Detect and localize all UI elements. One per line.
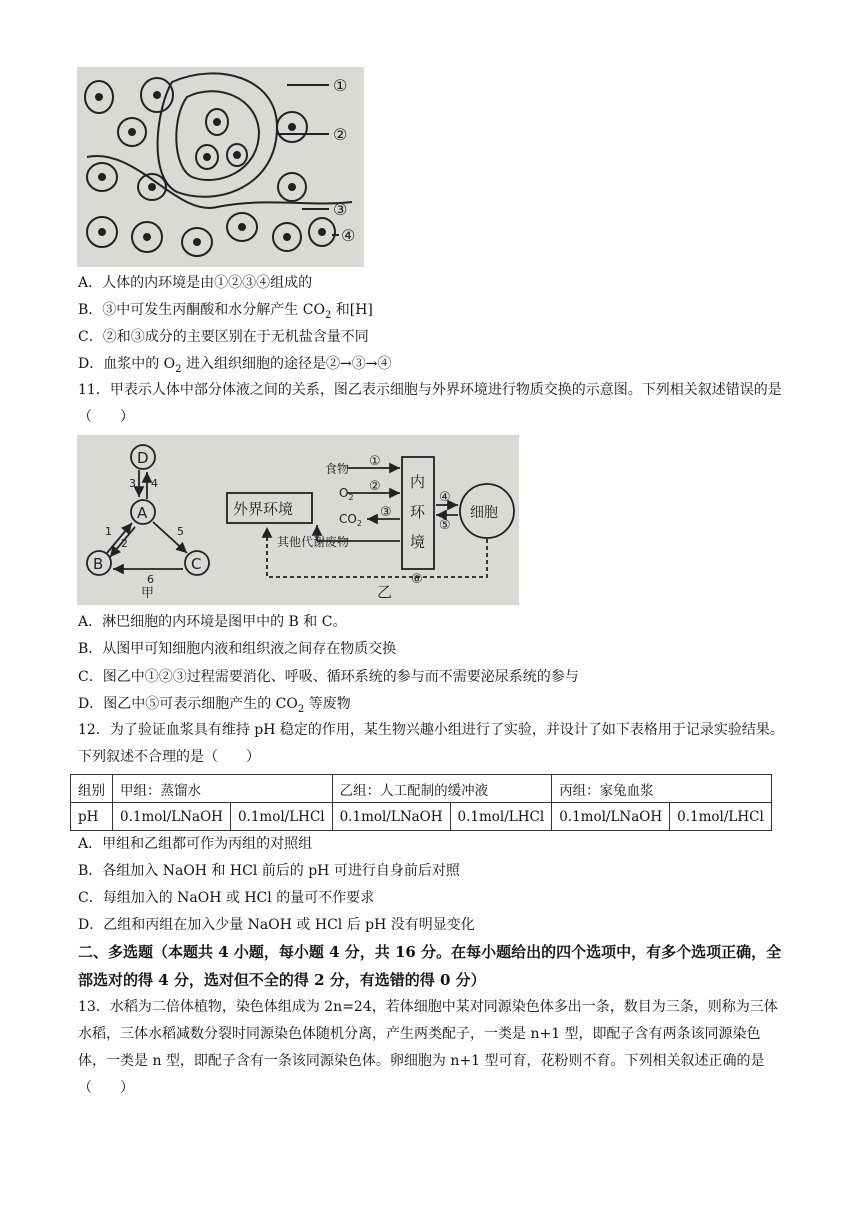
label-jia: 甲 bbox=[141, 586, 155, 601]
circ-4: ④ bbox=[439, 490, 451, 505]
table-cell: 0.1mol/LNaOH bbox=[332, 803, 450, 831]
body-fluid-diagram-figure bbox=[77, 435, 519, 605]
waste-label: 其他代谢废物 bbox=[277, 535, 350, 549]
q11-option-d: D．图乙中⑤可表示细胞产生的 $CO_2$ 等废物 bbox=[78, 696, 351, 715]
table-cell: pH bbox=[71, 803, 113, 831]
circ-1: ① bbox=[369, 454, 381, 469]
arrow-num-4: 4 bbox=[151, 477, 158, 490]
label-3: ③ bbox=[333, 200, 348, 219]
label-1: ① bbox=[333, 76, 348, 95]
circ-5: ⑤ bbox=[439, 518, 451, 533]
label-4: ④ bbox=[341, 226, 356, 245]
internal-env-label-1: 内 bbox=[410, 473, 426, 491]
label-2: ② bbox=[333, 125, 348, 144]
circ-6: ⑥ bbox=[411, 572, 423, 587]
section-2-heading: 二、多选题（本题共 4 小题，每小题 4 分，共 16 分。在每小题给出的四个选项中，有多个选项正确，全部选对的得 4 分，选对但不全的得 2 分，有选错的得 0 分） bbox=[78, 943, 782, 989]
q11-option-a: A．淋巴细胞的内环境是图甲中的 B 和 C。 bbox=[78, 614, 347, 630]
q11-option-b: B．从图甲可知细胞内液和组织液之间存在物质交换 bbox=[78, 641, 397, 657]
table-row bbox=[71, 803, 772, 831]
q12-stem: 12．为了验证血浆具有维持 pH 稳定的作用，某生物兴趣小组进行了实验，并设计了如下表格用于记录实验结果。下列叙述不合理的是（ ） bbox=[78, 722, 784, 765]
q10-option-b: B．③中可发生丙酮酸和水分解产生 $CO_2$ 和[H] bbox=[78, 302, 373, 321]
q10-option-d: D．血浆中的 $O_2$ 进入组织细胞的途径是②→③→④ bbox=[78, 356, 392, 375]
circ-2: ② bbox=[369, 479, 381, 494]
q10-option-c: C．②和③成分的主要区别在于无机盐含量不同 bbox=[78, 329, 369, 345]
circ-3: ③ bbox=[380, 505, 392, 520]
food-label: 食物 bbox=[325, 462, 350, 476]
tissue-diagram-figure bbox=[77, 67, 364, 267]
q12-option-b: B．各组加入 NaOH 和 HCl 前后的 pH 可进行自身前后对照 bbox=[78, 863, 460, 879]
result-table bbox=[70, 774, 772, 831]
table-cell: 0.1mol/LHCl bbox=[670, 803, 772, 831]
arrow-num-1: 1 bbox=[105, 525, 112, 538]
table-cell: 0.1mol/LHCl bbox=[230, 803, 332, 831]
table-cell: 丙组：家兔血浆 bbox=[552, 775, 772, 803]
arrow-num-2: 2 bbox=[121, 537, 128, 550]
arrow-num-6: 6 bbox=[147, 573, 154, 586]
node-d: D bbox=[137, 449, 149, 467]
q12-option-c: C．每组加入的 NaOH 或 HCl 的量可不作要求 bbox=[78, 890, 375, 906]
q11-stem: 11．甲表示人体中部分体液之间的关系，图乙表示细胞与外界环境进行物质交换的示意图。下列相关叙述错误的是（ ） bbox=[78, 382, 782, 425]
o2-label: $O_2$ bbox=[339, 486, 354, 502]
table-cell: 0.1mol/LHCl bbox=[450, 803, 552, 831]
arrow-num-5: 5 bbox=[177, 525, 184, 538]
internal-env-label-2: 环 bbox=[410, 503, 426, 521]
node-b: B bbox=[93, 555, 104, 573]
tissue-diagram bbox=[77, 67, 364, 267]
q13-stem: 13．水稻为二倍体植物，染色体组成为 2n=24，若体细胞中某对同源染色体多出一条，数目为三条，则称为三体水稻，三体水稻减数分裂时同源染色体随机分离，产生两类配子，一类是 n+1 型，即配子含有两条该同源染色体，一类是 n 型，即配子含有一条该同源染色体。卵细胞为 n+1 型可育，花粉则不育。下列相关叙述正确的是（ ） bbox=[78, 999, 778, 1096]
q10-option-a: A．人体的内环境是由①②③④组成的 bbox=[78, 275, 313, 291]
internal-env-label-3: 境 bbox=[410, 533, 426, 551]
table-cell: 组别 bbox=[71, 775, 113, 803]
arrow-num-3: 3 bbox=[129, 477, 136, 490]
cell-label: 细胞 bbox=[470, 505, 498, 521]
body-fluid-diagram bbox=[77, 435, 519, 605]
q12-option-d: D．乙组和丙组在加入少量 NaOH 或 HCl 后 pH 没有明显变化 bbox=[78, 917, 475, 933]
table-cell: 0.1mol/LNaOH bbox=[552, 803, 670, 831]
table-cell: 乙组：人工配制的缓冲液 bbox=[332, 775, 552, 803]
table-header-row bbox=[71, 775, 772, 803]
table-cell: 0.1mol/LNaOH bbox=[113, 803, 231, 831]
q12-option-a: A．甲组和乙组都可作为丙组的对照组 bbox=[78, 836, 313, 852]
co2-label: $CO_2$ bbox=[339, 512, 362, 528]
table-cell: 甲组：蒸馏水 bbox=[113, 775, 333, 803]
label-yi: 乙 bbox=[377, 583, 393, 601]
q11-option-c: C．图乙中①②③过程需要消化、呼吸、循环系统的参与而不需要泌尿系统的参与 bbox=[78, 669, 579, 685]
node-c: C bbox=[191, 555, 202, 573]
external-env-label: 外界环境 bbox=[233, 500, 294, 518]
node-a: A bbox=[137, 504, 148, 522]
